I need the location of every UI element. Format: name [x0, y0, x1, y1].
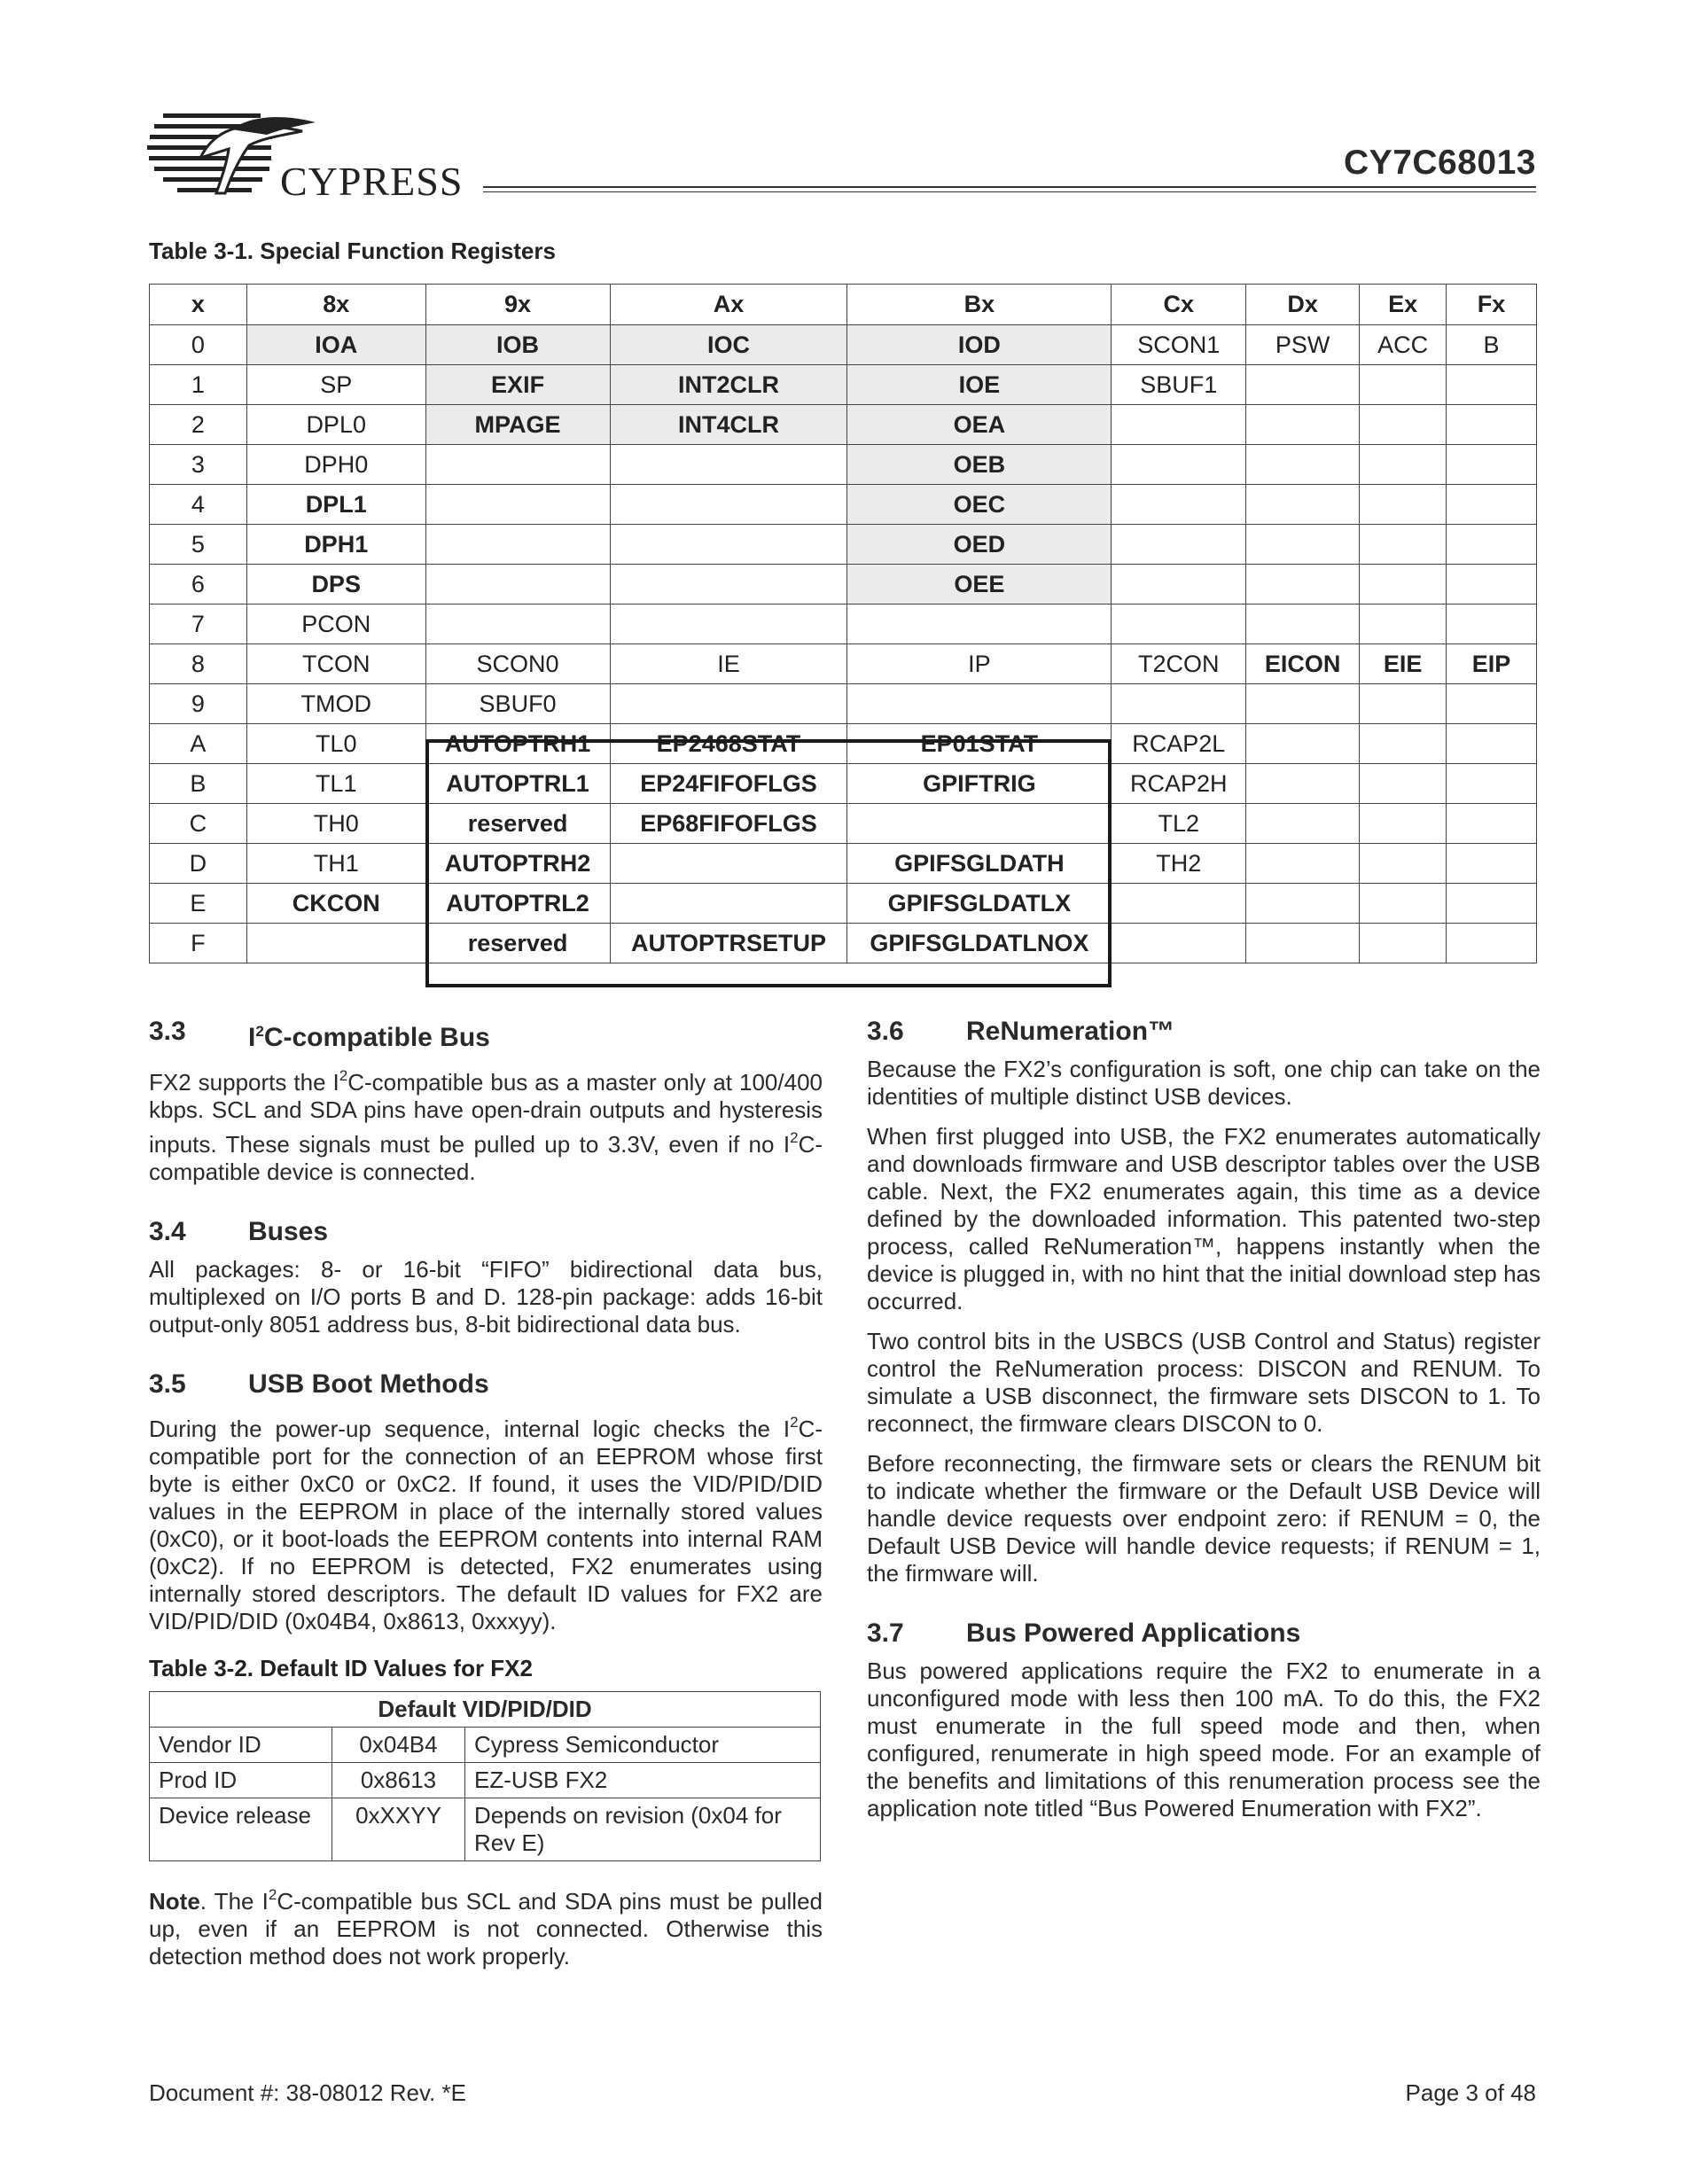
table-row: [150, 764, 1537, 804]
register-cell: [1360, 884, 1447, 924]
section-title: ReNumeration™: [966, 1017, 1175, 1046]
register-cell: [1360, 485, 1447, 525]
register-cell: RCAP2L: [1112, 724, 1246, 764]
register-cell: [1246, 764, 1360, 804]
register-cell: [1112, 884, 1246, 924]
paragraph: Bus powered applications require the FX2 to enumerate in a unconfigured mode with less then 100 mA. To do this, the FX2 must enumerate in the full speed mode and then, when configured, renumerate in high speed mode. For an example of the benefits and limitations of this renumeration process see the application note titled “Bus Powered Enumeration with FX2”.: [867, 1658, 1541, 1821]
row-label: 1: [150, 365, 247, 405]
row-label: 7: [150, 604, 247, 644]
register-cell: AUTOPTRH2: [425, 844, 610, 884]
register-cell: IE: [610, 644, 847, 684]
register-cell: GPIFTRIG: [847, 764, 1112, 804]
register-cell: OEE: [847, 565, 1112, 604]
register-cell: IP: [847, 644, 1112, 684]
table-row: [150, 604, 1537, 644]
header-rule-secondary: [483, 191, 1536, 192]
row-label: D: [150, 844, 247, 884]
section-number: 3.5: [149, 1369, 186, 1399]
column-header: Bx: [847, 285, 1112, 325]
register-cell: EP24FIFOFLGS: [610, 764, 847, 804]
register-cell: [1112, 405, 1246, 445]
cypress-logo: [147, 96, 484, 202]
row-label: 4: [150, 485, 247, 525]
register-cell: RCAP2H: [1112, 764, 1246, 804]
register-cell: [1447, 405, 1537, 445]
register-cell: ACC: [1360, 325, 1447, 365]
row-label: 2: [150, 405, 247, 445]
register-cell: [1447, 724, 1537, 764]
table-row: [150, 565, 1537, 604]
section-number: 3.6: [867, 1017, 904, 1046]
section-heading: [867, 1619, 1541, 1647]
section-title: USB Boot Methods: [248, 1369, 489, 1399]
column-header: 9x: [425, 285, 610, 325]
register-cell: DPL0: [246, 405, 425, 445]
sfr-table: [149, 284, 1537, 963]
register-cell: EXIF: [425, 365, 610, 405]
register-cell: [1447, 684, 1537, 724]
register-cell: EP2468STAT: [610, 724, 847, 764]
sfr-body: [150, 325, 1537, 963]
register-cell: [1360, 844, 1447, 884]
section-title: Bus Powered Applications: [966, 1618, 1301, 1648]
register-cell: [1447, 844, 1537, 884]
register-cell: [1447, 445, 1537, 485]
row-label: A: [150, 724, 247, 764]
table-row: [150, 684, 1537, 724]
register-cell: OEB: [847, 445, 1112, 485]
register-cell: [847, 804, 1112, 844]
right-column: [867, 1018, 1541, 1835]
row-label: 8: [150, 644, 247, 684]
register-cell: [610, 485, 847, 525]
register-cell: PSW: [1246, 325, 1360, 365]
table-row: [150, 365, 1537, 405]
column-header: Cx: [1112, 285, 1246, 325]
register-cell: [1360, 405, 1447, 445]
register-cell: [610, 604, 847, 644]
id-description: EZ-USB FX2: [465, 1763, 821, 1798]
register-cell: OEC: [847, 485, 1112, 525]
table-caption: Table 3-2. Default ID Values for FX2: [149, 1655, 533, 1681]
register-cell: SP: [246, 365, 425, 405]
register-cell: GPIFSGLDATLNOX: [847, 924, 1112, 963]
register-cell: [425, 565, 610, 604]
section-title: Buses: [248, 1217, 329, 1246]
register-cell: TL1: [246, 764, 425, 804]
register-cell: PCON: [246, 604, 425, 644]
section-title: $I^2C$-compatible Bus: [248, 1023, 490, 1052]
register-cell: [1246, 604, 1360, 644]
register-cell: [1112, 684, 1246, 724]
register-cell: [1246, 565, 1360, 604]
id-label: Device release: [150, 1798, 332, 1861]
default-id-header: Default VID/PID/DID: [150, 1692, 821, 1728]
register-cell: [1360, 604, 1447, 644]
section-number: 3.3: [149, 1017, 186, 1046]
register-cell: [425, 445, 610, 485]
register-cell: [1246, 684, 1360, 724]
register-cell: [1246, 445, 1360, 485]
table-row: [150, 325, 1537, 365]
id-description: Cypress Semiconductor: [465, 1728, 821, 1763]
section-number: 3.4: [149, 1217, 186, 1246]
paragraph: All packages: 8- or 16-bit “FIFO” bidirectional data bus, multiplexed on I/O ports B and D. 128-pin package: adds 16-bit output-only 8051 address bus, 8-bit bidirectional data bus.: [149, 1256, 823, 1338]
section-number: 3.7: [867, 1618, 904, 1648]
column-header: Ex: [1360, 285, 1447, 325]
register-cell: EIP: [1447, 644, 1537, 684]
table-row: [150, 405, 1537, 445]
register-cell: [1447, 884, 1537, 924]
register-cell: OEA: [847, 405, 1112, 445]
table-row: [150, 644, 1537, 684]
footer-page-number: Page 3 of 48: [1405, 2079, 1536, 2106]
column-header: x: [150, 285, 247, 325]
register-cell: [1447, 365, 1537, 405]
register-cell: DPL1: [246, 485, 425, 525]
register-cell: TL0: [246, 724, 425, 764]
section-heading: [149, 1018, 823, 1051]
column-header: Dx: [1246, 285, 1360, 325]
paragraph: During the power-up sequence, internal logic checks the $I^2C$-compatible port for the connection of an EEPROM whose first byte is either 0xC0 or 0xC2. If found, it uses the VID/PID/DID values in the EEPROM in place of the internally stored values (0xC0), or it boot-loads the EEPROM contents into internal RAM (0xC2). If no EEPROM is detected, FX2 enumerates using internally stored descriptors. The default ID values for FX2 are VID/PID/DID (0x04B4, 0x8613, 0xxxyy).: [149, 1414, 823, 1634]
id-description: Depends on revision (0x04 for Rev E): [465, 1798, 821, 1861]
section-heading: [867, 1018, 1541, 1045]
register-cell: [610, 445, 847, 485]
register-cell: [847, 684, 1112, 724]
register-cell: SBUF1: [1112, 365, 1246, 405]
row-label: 9: [150, 684, 247, 724]
table-row: [150, 1763, 821, 1798]
register-cell: EP68FIFOFLGS: [610, 804, 847, 844]
register-cell: [610, 684, 847, 724]
logo-text: CYPRESS: [280, 159, 464, 202]
header-rule: [483, 186, 1536, 188]
register-cell: DPH1: [246, 525, 425, 565]
register-cell: [425, 525, 610, 565]
register-cell: [1360, 525, 1447, 565]
id-label: Prod ID: [150, 1763, 332, 1798]
id-value: 0x8613: [332, 1763, 465, 1798]
note-paragraph: Note. The $I^2C$-compatible bus SCL and SDA pins must be pulled up, even if an EEPROM is not connected. Otherwise this detection method does not work properly.: [149, 1886, 823, 1970]
register-cell: [1112, 565, 1246, 604]
register-cell: AUTOPTRL1: [425, 764, 610, 804]
register-cell: [610, 844, 847, 884]
register-cell: [1360, 445, 1447, 485]
register-cell: [1360, 724, 1447, 764]
register-cell: [847, 604, 1112, 644]
register-cell: EICON: [1246, 644, 1360, 684]
register-cell: EP01STAT: [847, 724, 1112, 764]
left-column: [149, 1018, 823, 1983]
register-cell: [425, 604, 610, 644]
paragraph: Because the FX2’s configuration is soft, one chip can take on the identities of multiple distinct USB devices.: [867, 1056, 1541, 1110]
row-label: F: [150, 924, 247, 963]
register-cell: INT2CLR: [610, 365, 847, 405]
section-heading: [149, 1370, 823, 1398]
table-row: [150, 924, 1537, 963]
register-cell: [1112, 604, 1246, 644]
register-cell: TH0: [246, 804, 425, 844]
register-cell: [1447, 924, 1537, 963]
register-cell: [1360, 365, 1447, 405]
register-cell: TH2: [1112, 844, 1246, 884]
register-cell: [1246, 365, 1360, 405]
register-cell: MPAGE: [425, 405, 610, 445]
register-cell: SBUF0: [425, 684, 610, 724]
register-cell: [1360, 924, 1447, 963]
register-cell: [1360, 684, 1447, 724]
register-cell: SCON1: [1112, 325, 1246, 365]
register-cell: GPIFSGLDATH: [847, 844, 1112, 884]
row-label: 5: [150, 525, 247, 565]
row-label: E: [150, 884, 247, 924]
register-cell: [610, 565, 847, 604]
table-row: [150, 724, 1537, 764]
register-cell: [1246, 485, 1360, 525]
register-cell: DPH0: [246, 445, 425, 485]
section-heading: [149, 1218, 823, 1245]
column-header: Fx: [1447, 285, 1537, 325]
register-cell: [1360, 764, 1447, 804]
sfr-header-row: [150, 285, 1537, 325]
row-label: 3: [150, 445, 247, 485]
register-cell: [1112, 485, 1246, 525]
register-cell: [1112, 525, 1246, 565]
register-cell: AUTOPTRSETUP: [610, 924, 847, 963]
register-cell: [1246, 924, 1360, 963]
register-cell: AUTOPTRH1: [425, 724, 610, 764]
register-cell: [1246, 405, 1360, 445]
register-cell: TH1: [246, 844, 425, 884]
id-label: Vendor ID: [150, 1728, 332, 1763]
register-cell: T2CON: [1112, 644, 1246, 684]
register-cell: [1246, 884, 1360, 924]
table-row: [150, 884, 1537, 924]
register-cell: IOB: [425, 325, 610, 365]
table-row: [150, 1798, 821, 1861]
register-cell: EIE: [1360, 644, 1447, 684]
register-cell: [610, 525, 847, 565]
register-cell: TCON: [246, 644, 425, 684]
register-cell: [1112, 445, 1246, 485]
register-cell: [1447, 604, 1537, 644]
register-cell: [1447, 525, 1537, 565]
table-row: [150, 525, 1537, 565]
footer-doc-number: Document #: 38-08012 Rev. *E: [149, 2079, 466, 2106]
register-cell: [1246, 525, 1360, 565]
register-cell: [246, 924, 425, 963]
register-cell: [1447, 565, 1537, 604]
register-cell: INT4CLR: [610, 405, 847, 445]
register-cell: [1360, 565, 1447, 604]
register-cell: reserved: [425, 804, 610, 844]
register-cell: [1112, 924, 1246, 963]
table-row: [150, 445, 1537, 485]
register-cell: SCON0: [425, 644, 610, 684]
register-cell: [1447, 804, 1537, 844]
table-caption: Table 3-1. Special Function Registers: [149, 238, 556, 264]
id-value: 0xXXYY: [332, 1798, 465, 1861]
column-header: Ax: [610, 285, 847, 325]
register-cell: IOD: [847, 325, 1112, 365]
register-cell: [1447, 485, 1537, 525]
register-cell: IOC: [610, 325, 847, 365]
register-cell: B: [1447, 325, 1537, 365]
register-cell: TL2: [1112, 804, 1246, 844]
table-row: [150, 804, 1537, 844]
row-label: 6: [150, 565, 247, 604]
register-cell: reserved: [425, 924, 610, 963]
register-cell: GPIFSGLDATLX: [847, 884, 1112, 924]
register-cell: [1246, 844, 1360, 884]
row-label: C: [150, 804, 247, 844]
paragraph: When first plugged into USB, the FX2 enumerates automatically and downloads firmware and USB descriptor tables over the USB cable. Next, the FX2 enumerates again, this time as a device defined by the downloaded information. This patented two-step process, called ReNumeration™, happens instantly when the device is plugged in, with no hint that the initial download step has occurred.: [867, 1123, 1541, 1314]
table-row: [150, 844, 1537, 884]
register-cell: AUTOPTRL2: [425, 884, 610, 924]
table-row: [150, 1728, 821, 1763]
paragraph: FX2 supports the $I^2C$-compatible bus as a master only at 100/400 kbps. SCL and SDA pins have open-drain outputs and hysteresis inputs. These signals must be pulled up to 3.3V, even if no $I^2C$-compatible device is connected.: [149, 1067, 823, 1185]
register-cell: DPS: [246, 565, 425, 604]
default-id-table: [149, 1691, 821, 1861]
register-cell: [610, 884, 847, 924]
row-label: B: [150, 764, 247, 804]
register-cell: CKCON: [246, 884, 425, 924]
column-header: 8x: [246, 285, 425, 325]
row-label: 0: [150, 325, 247, 365]
paragraph: Before reconnecting, the firmware sets or clears the RENUM bit to indicate whether the firmware or the Default USB Device will handle device requests over endpoint zero: if RENUM = 0, the Default USB Device will handle device requests; if RENUM = 1, the firmware will.: [867, 1450, 1541, 1587]
register-cell: [1246, 804, 1360, 844]
register-cell: IOA: [246, 325, 425, 365]
paragraph: Two control bits in the USBCS (USB Control and Status) register control the ReNumeration process: DISCON and RENUM. To simulate a USB disconnect, the firmware sets DISCON to 1. To reconnect, the firmware clears DISCON to 0.: [867, 1328, 1541, 1437]
register-cell: [1360, 804, 1447, 844]
register-cell: [425, 485, 610, 525]
register-cell: TMOD: [246, 684, 425, 724]
register-cell: OED: [847, 525, 1112, 565]
id-value: 0x04B4: [332, 1728, 465, 1763]
register-cell: IOE: [847, 365, 1112, 405]
table-row: [150, 485, 1537, 525]
document-title: CY7C68013: [1344, 144, 1536, 182]
register-cell: [1246, 724, 1360, 764]
register-cell: [1447, 764, 1537, 804]
